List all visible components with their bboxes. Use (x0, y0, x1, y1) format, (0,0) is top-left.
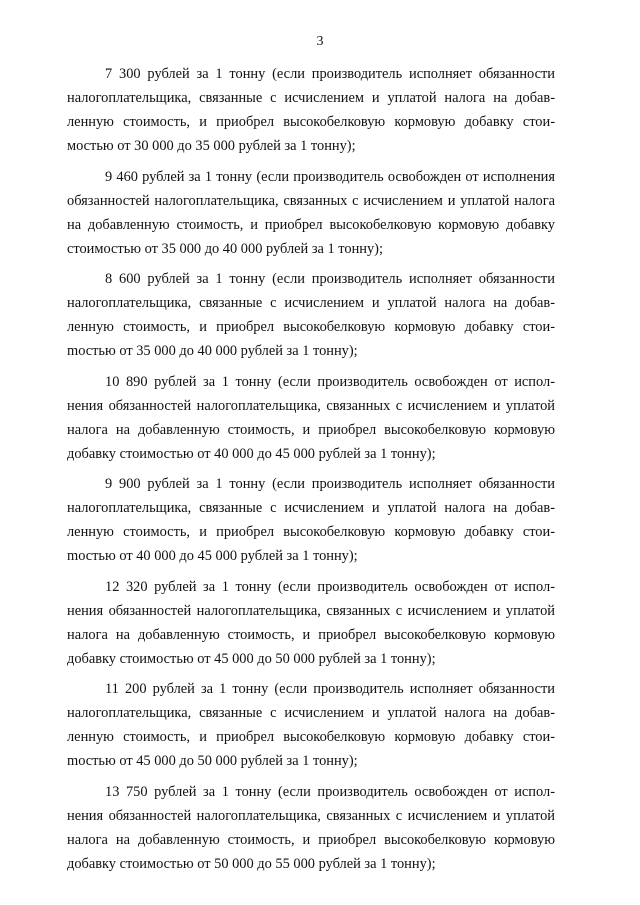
paragraph: 9 900 рублей за 1 тонну (если производитель исполняет обязанности налогоплательщика, связанные с исчислением и уплатой налога на добавленную стоимость, и приобрел высокобелковую кормовую добавку стоиmостью от 40 000 до 45 000 рублей за 1 тонну); (67, 476, 555, 564)
paragraph: 9 460 рублей за 1 тонну (если производитель освобожден от исполнения обязанностей налогоплательщика, связанных с исчислением и уплатой налога на добавленную стоимость, и приобрел высокобелковую кормовую добавку стоимостью от 35 000 до 40 000 рублей за 1 тонну); (67, 168, 555, 257)
paragraph: 8 600 рублей за 1 тонну (если производитель исполняет обязанности налогоплательщика, связанные с исчислением и уплатой налога на добавленную стоимость, и приобрел высокобелковую кормовую добавку стоиmостью от 35 000 до 40 000 рублей за 1 тонну); (67, 271, 555, 359)
paragraph: 12 320 рублей за 1 тонну (если производитель освобожден от исполнения обязанностей налогоплательщика, связанных с исчислением и уплатой налога на добавленную стоимость, и приобрел высокобелковую кормовую добавку стоимостью от 45 000 до 50 000 рублей за 1 тонну); (67, 578, 555, 667)
paragraph: 13 750 рублей за 1 тонну (если производитель освобожден от исполнения обязанностей налогоплательщика, связанных с исчислением и уплатой налога на добавленную стоимость, и приобрел высокобелковую кормовую добавку стоимостью от 50 000 до 55 000 рублей за 1 тонну); (67, 783, 555, 872)
document-body (67, 62, 555, 882)
paragraph: 7 300 рублей за 1 тонну (если производитель исполняет обязанности налогоплательщика, связанные с исчислением и уплатой налога на добавленную стоимость, и приобрел высокобелковую кормовую добавку стоимостью от 30 000 до 35 000 рублей за 1 тонну); (67, 66, 555, 154)
paragraph: 11 200 рублей за 1 тонну (если производитель исполняет обязанности налогоплательщика, связанные с исчислением и уплатой налога на добавленную стоимость, и приобрел высокобелковую кормовую добавку стоиmостью от 45 000 до 50 000 рублей за 1 тонну); (67, 681, 555, 769)
paragraph: 10 890 рублей за 1 тонну (если производитель освобожден от исполнения обязанностей налогоплательщика, связанных с исчислением и уплатой налога на добавленную стоимость, и приобрел высокобелковую кормовую добавку стоимостью от 40 000 до 45 000 рублей за 1 тонну); (67, 373, 555, 462)
page-number: 3 (316, 34, 324, 49)
